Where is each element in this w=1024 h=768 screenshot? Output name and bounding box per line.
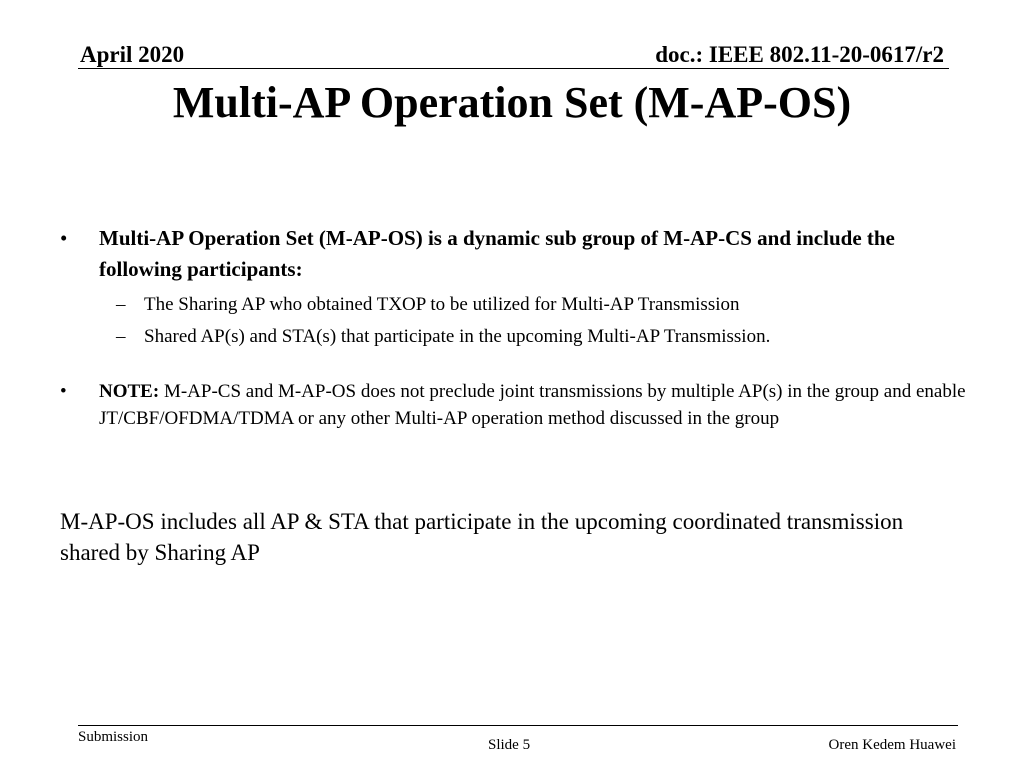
footer-divider [78,725,958,726]
bullet-item-1 [60,223,970,353]
bullet-item-2 [60,378,970,432]
sub-bullet-item-1 [60,289,970,321]
header-doc-id: doc.: IEEE 802.11-20-0617/r2 [655,42,944,67]
header-divider [78,68,949,69]
sub-bullet-text: Shared AP(s) and STA(s) that participate in the upcoming Multi-AP Transmission. [144,326,771,347]
sub-bullet-list [60,289,970,353]
dash-glyph: – [116,294,126,315]
note-text: M-AP-CS and M-AP-OS does not preclude joint transmissions by multiple AP(s) in the group and enable JT/CBF/OFDMA/TDMA or any other Multi-AP operation method discussed in the group [99,381,966,429]
footer-slide-number: Slide 5 [488,737,531,753]
sub-bullet-text: The Sharing AP who obtained TXOP to be utilized for Multi-AP Transmission [144,294,740,315]
summary-text: M-AP-OS includes all AP & STA that participate in the upcoming coordinated transmission shared by Sharing AP [60,509,904,565]
footer-submission: Submission [78,729,149,745]
bullet-glyph: • [60,226,68,250]
sub-bullet-item-2 [60,321,970,353]
bullet-text-wrapper [99,378,970,432]
header-date: April 2020 [80,42,185,67]
slide-title: Multi-AP Operation Set (M-AP-OS) [172,78,852,127]
note-label: NOTE: [99,381,160,402]
footer-author: Oren Kedem Huawei [828,737,956,753]
bullet-glyph: • [60,381,67,402]
bullet-text: Multi-AP Operation Set (M-AP-OS) is a dynamic sub group of M-AP-CS and include the following participants: [99,226,895,281]
dash-glyph: – [116,326,126,347]
